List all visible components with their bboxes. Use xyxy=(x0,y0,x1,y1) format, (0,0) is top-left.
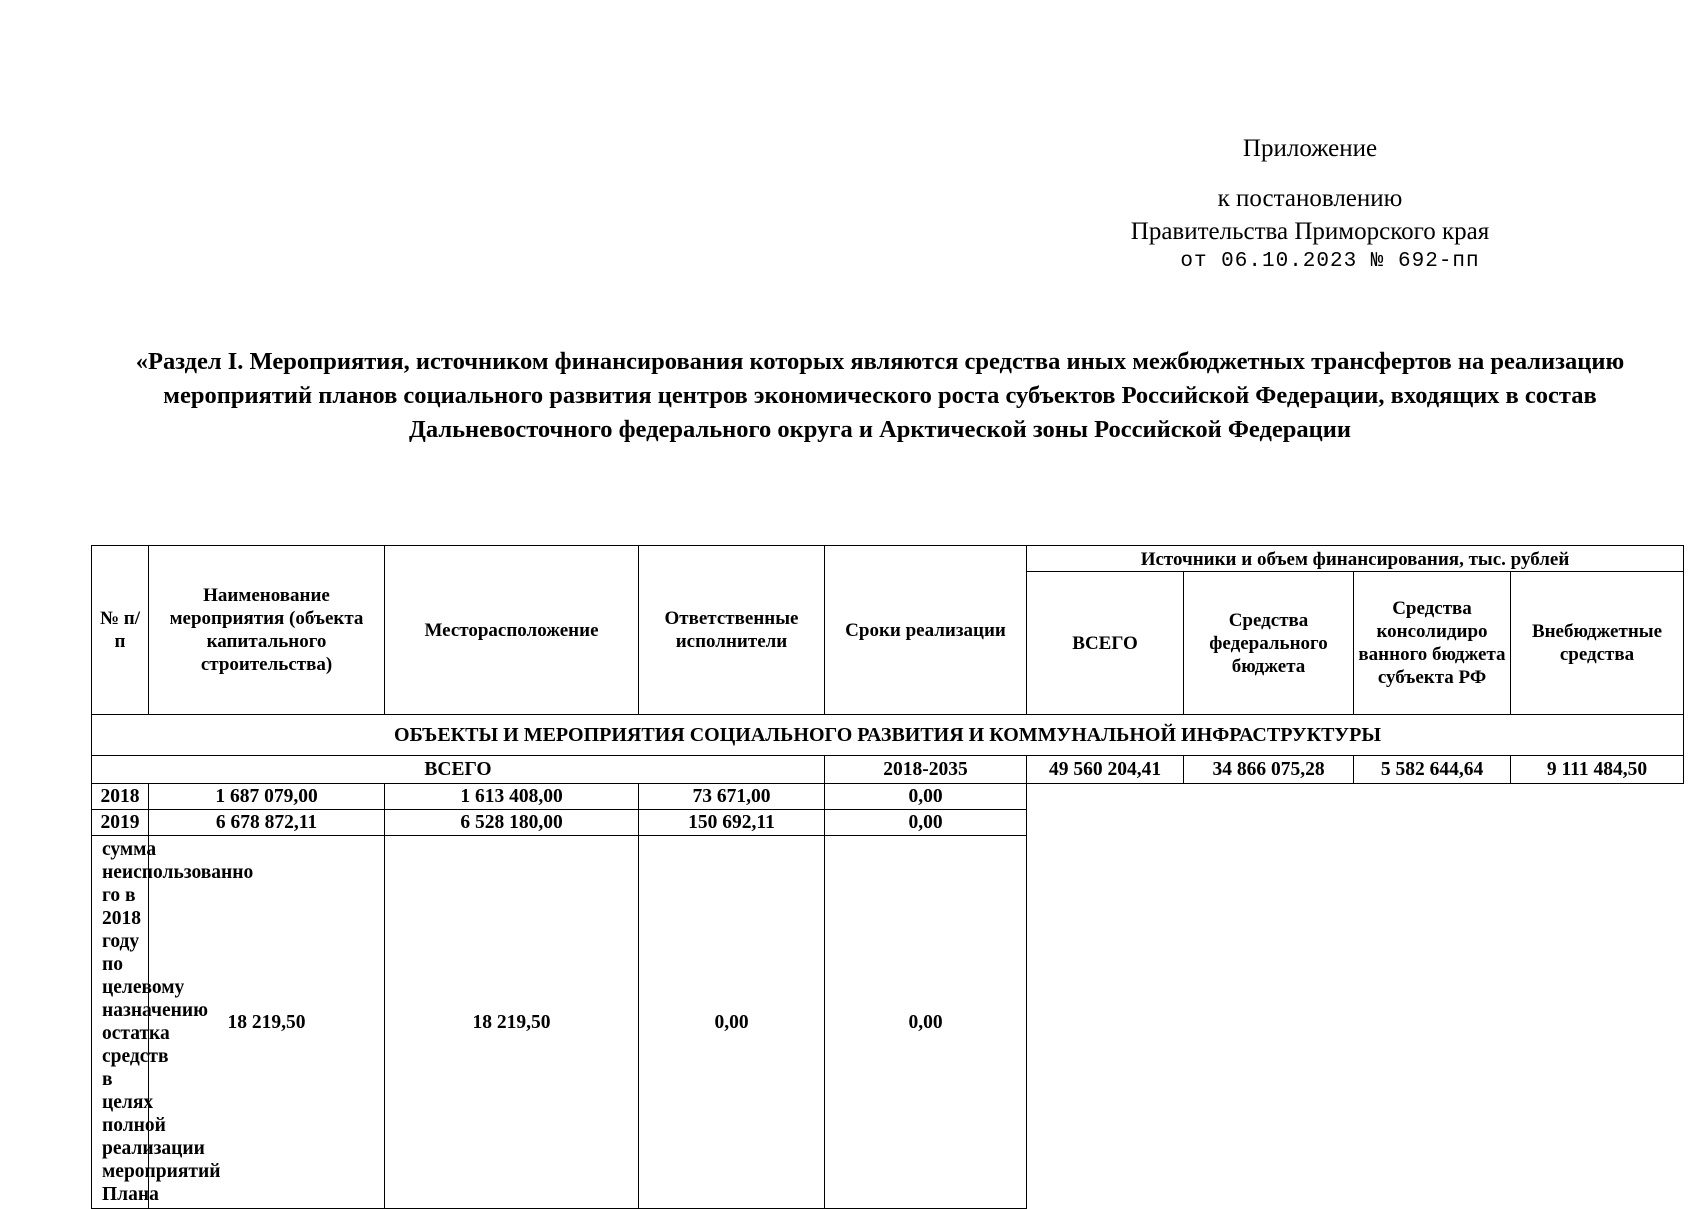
table-row xyxy=(92,784,1684,810)
total-label: ВСЕГО xyxy=(92,756,825,784)
cell-consolidated: 73 671,00 xyxy=(639,784,825,810)
header-location: Месторасположение xyxy=(385,546,639,715)
cell-federal: 1 613 408,00 xyxy=(385,784,639,810)
table-row xyxy=(92,756,1684,784)
header-num: № п/п xyxy=(92,546,149,715)
cell-extrabudget: 9 111 484,50 xyxy=(1511,756,1684,784)
cell-extrabudget: 0,00 xyxy=(825,784,1027,810)
header-period: Сроки реализации xyxy=(825,546,1027,715)
header-responsible: Ответственные исполнители xyxy=(639,546,825,715)
header-financing-group: Источники и объем финансирования, тыс. рублей xyxy=(1027,546,1684,572)
cell-total: 18 219,50 xyxy=(149,836,385,1209)
cell-total: 49 560 204,41 xyxy=(1027,756,1184,784)
cell-total: 6 678 872,11 xyxy=(149,810,385,836)
header-consolidated: Средства консолидиро ванного бюджета субъекта РФ xyxy=(1354,572,1511,715)
cell-consolidated: 150 692,11 xyxy=(639,810,825,836)
appendix-line-2: Правительства Приморского края xyxy=(1130,218,1490,245)
header-federal: Средства федерального бюджета xyxy=(1184,572,1354,715)
cell-extrabudget: 0,00 xyxy=(825,810,1027,836)
cell-period: сумма неиспользованно го в 2018 году по целевому назначению остатка средств в целях полной реализации мероприятий Плана xyxy=(92,836,149,1209)
financing-table xyxy=(91,545,1684,1209)
appendix-line-1: к постановлению xyxy=(1217,185,1403,212)
cell-federal: 6 528 180,00 xyxy=(385,810,639,836)
cell-federal: 34 866 075,28 xyxy=(1184,756,1354,784)
table-row xyxy=(92,836,1684,1209)
cell-total: 1 687 079,00 xyxy=(149,784,385,810)
appendix-date: от 06.10.2023 № 692-пп xyxy=(1180,250,1480,273)
header-total: ВСЕГО xyxy=(1027,572,1184,715)
section-row: ОБЪЕКТЫ И МЕРОПРИЯТИЯ СОЦИАЛЬНОГО РАЗВИТИЯ И КОММУНАЛЬНОЙ ИНФРАСТРУКТУРЫ xyxy=(92,715,1684,756)
section-title: «Раздел I. Мероприятия, источником финансирования которых являются средства иных межбюджетных трансфертов на реализацию мероприятий планов социального развития центров экономического роста субъектов Российской Федерации, входящих в состав Дальневосточного федерального округа и Арктической зоны Российской Федерации xyxy=(135,348,1625,443)
appendix-title: Приложение xyxy=(1242,135,1378,162)
cell-period: 2018 xyxy=(92,784,149,810)
cell-extrabudget: 0,00 xyxy=(825,836,1027,1209)
appendix-block xyxy=(1100,134,1520,276)
cell-period: 2019 xyxy=(92,810,149,836)
header-name: Наименование мероприятия (объекта капитального строительства) xyxy=(149,546,385,715)
table-row xyxy=(92,810,1684,836)
cell-consolidated: 5 582 644,64 xyxy=(1354,756,1511,784)
cell-federal: 18 219,50 xyxy=(385,836,639,1209)
cell-period: 2018-2035 xyxy=(825,756,1027,784)
header-extrabudget: Внебюджетные средства xyxy=(1511,572,1684,715)
cell-consolidated: 0,00 xyxy=(639,836,825,1209)
